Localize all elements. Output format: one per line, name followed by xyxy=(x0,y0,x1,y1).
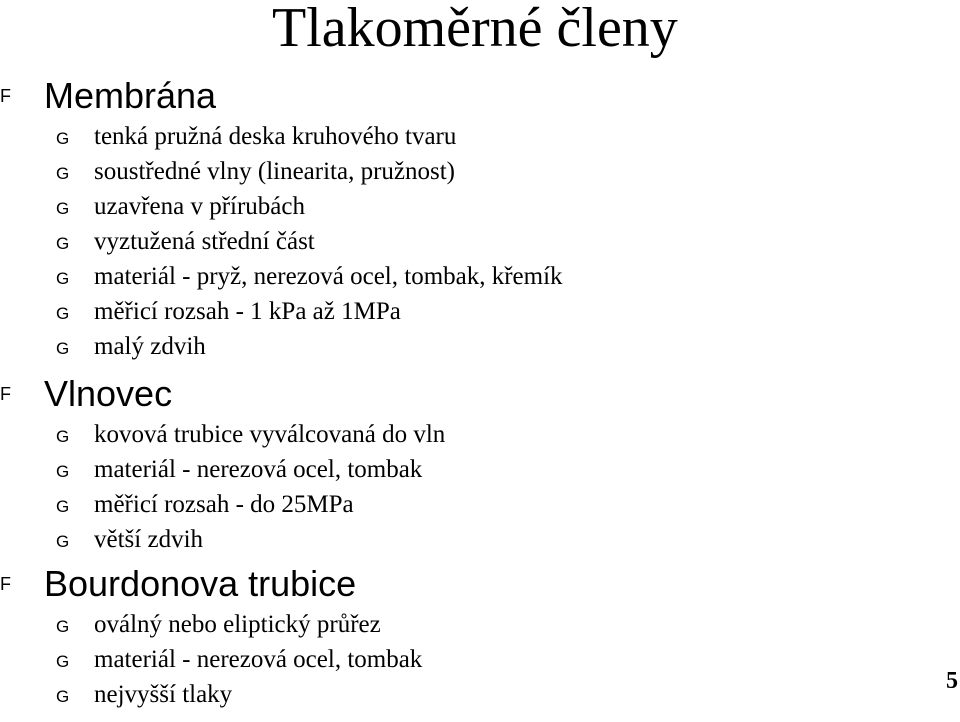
section-heading-text: Vlnovec xyxy=(44,373,173,414)
list-item xyxy=(0,190,940,225)
bullet-list xyxy=(0,120,940,365)
item-bullet-icon: G xyxy=(56,199,70,218)
list-item xyxy=(0,678,940,713)
list-item-text: tenká pružná deska kruhového tvaru xyxy=(94,123,457,150)
list-item xyxy=(0,225,940,260)
item-bullet-icon: G xyxy=(56,617,70,636)
list-item xyxy=(0,120,940,155)
list-item xyxy=(0,330,940,365)
heading-bullet-icon: F xyxy=(0,574,11,594)
item-bullet-icon: G xyxy=(56,304,70,323)
list-item-text: oválný nebo eliptický průřez xyxy=(94,611,381,638)
list-item-text: vyztužená střední část xyxy=(94,228,315,255)
item-bullet-icon: G xyxy=(56,234,70,253)
list-item-text: soustředné vlny (linearita, pružnost) xyxy=(94,158,456,185)
section-heading-text: Bourdonova trubice xyxy=(44,563,357,604)
section-bourdonova-trubice xyxy=(0,560,940,713)
section-vlnovec xyxy=(0,370,940,558)
list-item xyxy=(0,608,940,643)
list-item xyxy=(0,453,940,488)
section-heading xyxy=(0,560,940,608)
bullet-list xyxy=(0,418,940,558)
item-bullet-icon: G xyxy=(56,339,70,358)
list-item-text: kovová trubice vyválcovaná do vln xyxy=(94,421,446,448)
list-item xyxy=(0,260,940,295)
list-item xyxy=(0,155,940,190)
list-item xyxy=(0,523,940,558)
section-heading xyxy=(0,72,940,120)
item-bullet-icon: G xyxy=(56,532,70,551)
list-item-text: materiál - nerezová ocel, tombak xyxy=(94,646,423,673)
item-bullet-icon: G xyxy=(56,164,70,183)
list-item-text: měřicí rozsah - do 25MPa xyxy=(94,491,354,518)
heading-bullet-icon: F xyxy=(0,86,11,106)
list-item-text: materiál - nerezová ocel, tombak xyxy=(94,456,423,483)
item-bullet-icon: G xyxy=(56,687,70,706)
list-item-text: materiál - pryž, nerezová ocel, tombak, křemík xyxy=(94,263,563,290)
section-membrana xyxy=(0,72,940,365)
list-item xyxy=(0,488,940,523)
item-bullet-icon: G xyxy=(56,652,70,671)
item-bullet-icon: G xyxy=(56,129,70,148)
list-item-text: nejvyšší tlaky xyxy=(94,681,233,708)
section-heading-text: Membrána xyxy=(44,75,217,116)
list-item xyxy=(0,643,940,678)
list-item-text: měřicí rozsah - 1 kPa až 1MPa xyxy=(94,298,401,325)
page-number: 5 xyxy=(946,668,958,694)
slide-title: Tlakoměrné členy xyxy=(272,0,678,59)
section-heading xyxy=(0,370,940,418)
list-item-text: větší zdvih xyxy=(94,526,204,553)
list-item xyxy=(0,418,940,453)
list-item-text: malý zdvih xyxy=(94,333,206,360)
heading-bullet-icon: F xyxy=(0,384,11,404)
bullet-list xyxy=(0,608,940,713)
item-bullet-icon: G xyxy=(56,427,70,446)
item-bullet-icon: G xyxy=(56,269,70,288)
item-bullet-icon: G xyxy=(56,497,70,516)
list-item-text: uzavřena v přírubách xyxy=(94,193,305,220)
list-item xyxy=(0,295,940,330)
item-bullet-icon: G xyxy=(56,462,70,481)
